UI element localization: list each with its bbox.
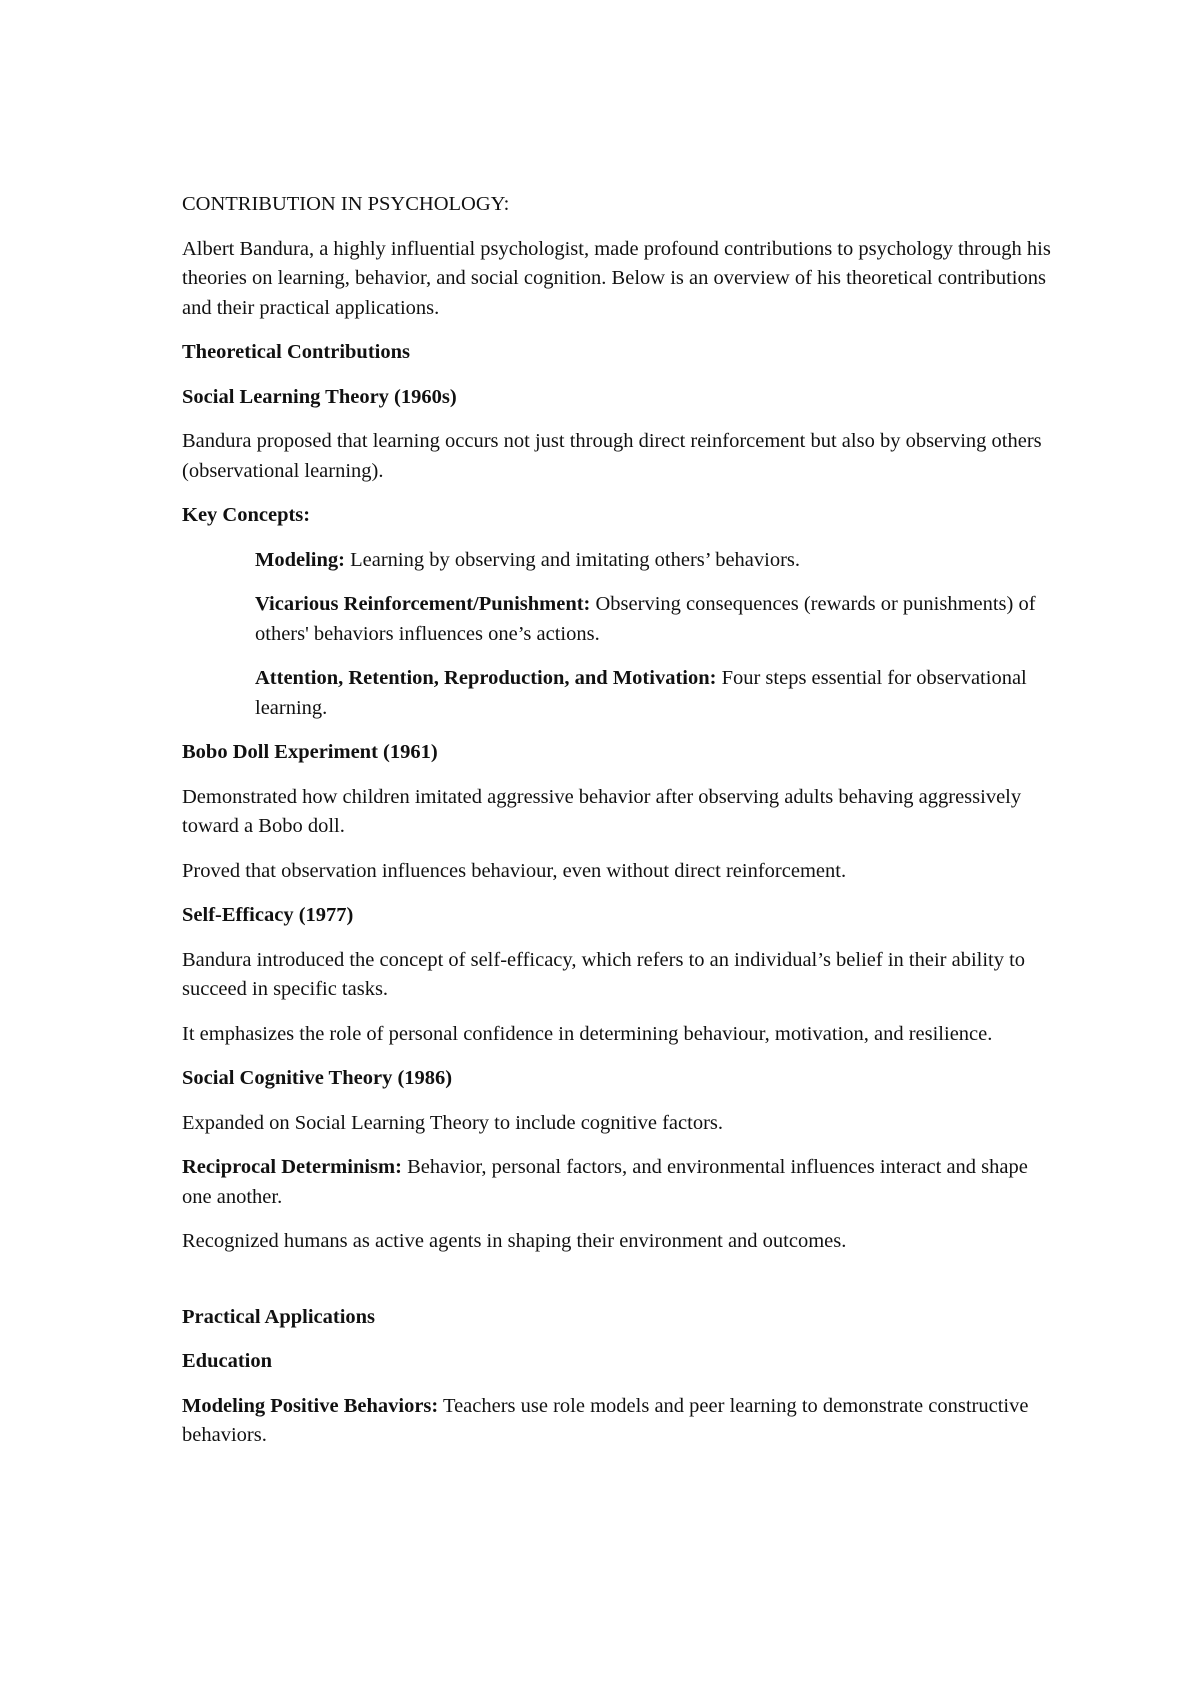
bobo-doll-heading: Bobo Doll Experiment (1961): [182, 741, 438, 763]
rd-text: Behavior, personal factors, and environmental influences interact and shape one another.: [182, 1156, 1028, 1208]
rd-term: Reciprocal Determinism:: [182, 1156, 402, 1178]
social-learning-theory-heading: Social Learning Theory (1960s): [182, 385, 457, 408]
self-efficacy-text-1: Bandura introduced the concept of self-efficacy, which refers to an individual’s belief in their ability to succeed in specific tasks.: [182, 948, 1026, 1000]
concept-text: Observing consequences (rewards or punishments) of others' behaviors influences one’s actions.: [255, 593, 1036, 645]
theoretical-contributions-heading: Theoretical Contributions: [182, 341, 410, 363]
education-heading: Education: [182, 1350, 272, 1372]
document-page: [182, 190, 1062, 1466]
modeling-positive-behaviors: [182, 1392, 1062, 1451]
concept-term: Vicarious Reinforcement/Punishment:: [255, 593, 591, 615]
concept-term: Modeling:: [255, 548, 345, 571]
concept-four-steps: [255, 664, 1062, 723]
social-cognitive-theory-text-1: Expanded on Social Learning Theory to include cognitive factors.: [182, 1111, 723, 1134]
self-efficacy-heading: Self-Efficacy (1977): [182, 904, 354, 926]
social-cognitive-theory-text-2: Recognized humans as active agents in shaping their environment and outcomes.: [182, 1230, 847, 1252]
key-concepts-heading: Key Concepts:: [182, 504, 311, 526]
concept-vicarious: [255, 590, 1062, 649]
social-learning-theory-text: Bandura proposed that learning occurs not just through direct reinforcement but also by observing others (observational learning).: [182, 430, 1042, 482]
mpb-term: Modeling Positive Behaviors:: [182, 1394, 439, 1417]
concept-text: Four steps essential for observational learning.: [255, 667, 1027, 719]
intro-paragraph: Albert Bandura, a highly influential psychologist, made profound contributions to psychology through his theories on learning, behavior, and social cognition. Below is an overview of his theoretical contributions and their practical applications.: [182, 237, 1051, 319]
bobo-doll-text-1: Demonstrated how children imitated aggressive behavior after observing adults behaving aggressively toward a Bobo doll.: [182, 785, 1022, 837]
concept-text: Learning by observing and imitating others’ behaviors.: [344, 548, 801, 571]
concept-modeling: [255, 546, 1062, 576]
self-efficacy-text-2: It emphasizes the role of personal confidence in determining behaviour, motivation, and resilience.: [182, 1022, 993, 1045]
social-cognitive-theory-heading: Social Cognitive Theory (1986): [182, 1067, 453, 1089]
bobo-doll-text-2: Proved that observation influences behaviour, even without direct reinforcement.: [182, 859, 847, 882]
concept-term: Attention, Retention, Reproduction, and Motivation:: [255, 667, 717, 689]
main-heading: CONTRIBUTION IN PSYCHOLOGY:: [182, 193, 510, 215]
practical-applications-heading: Practical Applications: [182, 1305, 376, 1328]
reciprocal-determinism: [182, 1153, 1062, 1212]
mpb-text: Teachers use role models and peer learning to demonstrate constructive behaviors.: [182, 1394, 1029, 1446]
